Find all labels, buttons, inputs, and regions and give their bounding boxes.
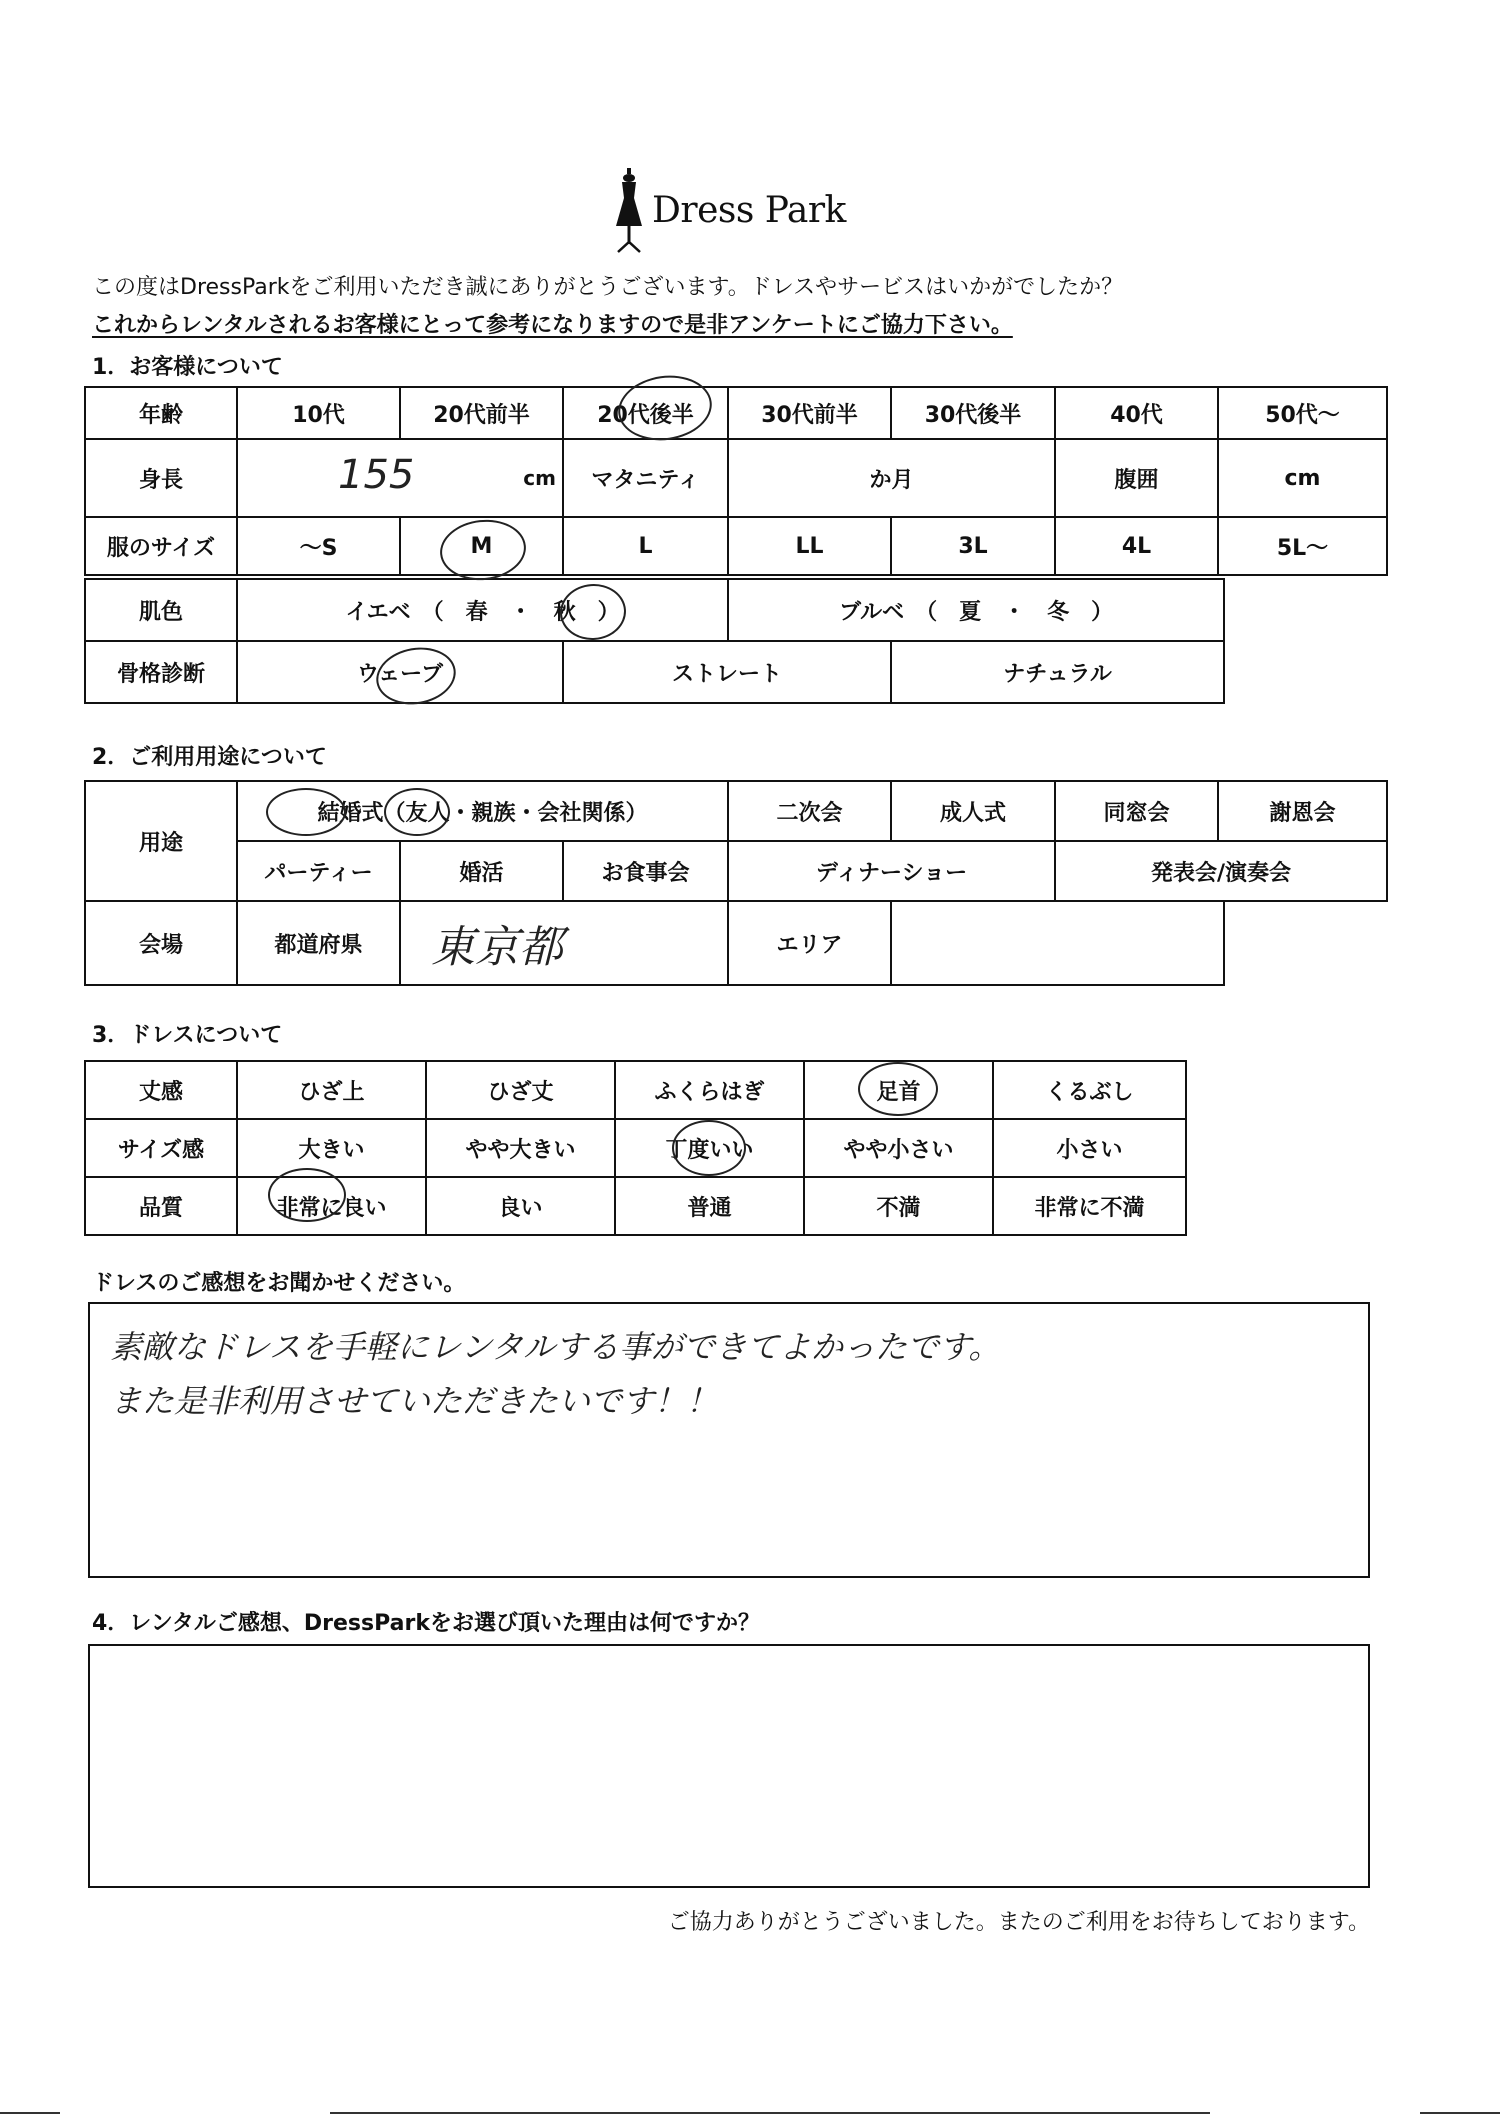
intro-line-1: この度はDressParkをご利用いただき誠にありがとうございます。ドレスやサービスはいかがでしたか？ xyxy=(92,275,1124,300)
fit-label: サイズ感 xyxy=(85,1119,237,1177)
fit-option-slightly-small[interactable]: やや小さい xyxy=(804,1119,993,1177)
section3-title: 3．ドレスについて xyxy=(92,1023,283,1048)
purpose-reunion[interactable]: 同窓会 xyxy=(1055,781,1218,841)
prefecture-label: 都道府県 xyxy=(237,901,400,985)
scan-line-center xyxy=(330,2112,1210,2114)
logo xyxy=(612,168,852,253)
reason-box[interactable] xyxy=(88,1644,1370,1888)
waist-field[interactable] xyxy=(1218,439,1387,517)
waist-unit: cm xyxy=(1284,465,1321,491)
size-option-m[interactable]: M xyxy=(400,517,563,575)
purpose-konkatsu[interactable]: 婚活 xyxy=(400,841,563,901)
comment-line-2: また是非利用させていただきたいです！！ xyxy=(110,1382,719,1420)
customer-table xyxy=(84,386,1388,576)
dress-mannequin-icon xyxy=(612,168,646,253)
quality-option-normal[interactable]: 普通 xyxy=(615,1177,804,1235)
skin-frame-table xyxy=(84,578,1225,704)
skin-option-blue[interactable]: ブルベ （ 夏 ・ 冬 ） xyxy=(728,579,1224,641)
purpose-label: 用途 xyxy=(85,781,237,901)
comment-line-1: 素敵なドレスを手軽にレンタルする事ができてよかったです。 xyxy=(110,1328,1001,1366)
scan-line-right xyxy=(1420,2112,1500,2114)
logo-text: Dress Park xyxy=(652,190,846,231)
fit-option-large[interactable]: 大きい xyxy=(237,1119,426,1177)
frame-option-natural[interactable]: ナチュラル xyxy=(891,641,1224,703)
length-option-ankle[interactable]: 足首 xyxy=(804,1061,993,1119)
section2-title: 2．ご利用用途について xyxy=(92,745,327,770)
size-label: 服のサイズ xyxy=(85,517,237,575)
comment-prompt: ドレスのご感想をお聞かせください。 xyxy=(92,1271,466,1296)
area-label: エリア xyxy=(728,901,891,985)
length-label: 丈感 xyxy=(85,1061,237,1119)
length-option-calf[interactable]: ふくらはぎ xyxy=(615,1061,804,1119)
months-unit: か月 xyxy=(869,467,914,493)
section4-title: 4．レンタルご感想、DressParkをお選び頂いた理由は何ですか？ xyxy=(92,1611,760,1636)
height-label: 身長 xyxy=(85,439,237,517)
size-option-l[interactable]: L xyxy=(563,517,728,575)
venue-table xyxy=(84,900,1225,986)
length-option-above-knee[interactable]: ひざ上 xyxy=(237,1061,426,1119)
height-field[interactable] xyxy=(237,439,563,517)
purpose-party[interactable]: パーティー xyxy=(237,841,400,901)
frame-option-wave[interactable]: ウェーブ xyxy=(237,641,563,703)
section1-title: 1．お客様について xyxy=(92,355,283,380)
maternity-label: マタニティ xyxy=(563,439,728,517)
purpose-dinner-show[interactable]: ディナーショー xyxy=(728,841,1055,901)
age-option-late-30s[interactable]: 30代後半 xyxy=(891,387,1055,439)
size-option-4l[interactable]: 4L xyxy=(1055,517,1218,575)
purpose-thanks-party[interactable]: 謝恩会 xyxy=(1218,781,1387,841)
quality-label: 品質 xyxy=(85,1177,237,1235)
intro-line-2: これからレンタルされるお客様にとって参考になりますので是非アンケートにご協力下さい。 xyxy=(92,313,1013,338)
quality-option-good[interactable]: 良い xyxy=(426,1177,615,1235)
fit-option-just-right[interactable]: 丁度いい xyxy=(615,1119,804,1177)
purpose-dinner[interactable]: お食事会 xyxy=(563,841,728,901)
size-option-3l[interactable]: 3L xyxy=(891,517,1055,575)
area-field[interactable] xyxy=(891,901,1224,985)
height-unit: cm xyxy=(523,466,556,490)
fit-option-slightly-large[interactable]: やや大きい xyxy=(426,1119,615,1177)
frame-option-straight[interactable]: ストレート xyxy=(563,641,891,703)
maternity-months-field[interactable] xyxy=(728,439,1055,517)
age-option-early-20s[interactable]: 20代前半 xyxy=(400,387,563,439)
height-value: 155 xyxy=(338,452,415,498)
prefecture-value: 東京都 xyxy=(431,922,563,973)
skin-option-yellow[interactable]: イエベ （ 春 ・ 秋 ） xyxy=(237,579,728,641)
quality-option-very-good[interactable]: 非常に良い xyxy=(237,1177,426,1235)
comment-box[interactable] xyxy=(88,1302,1370,1578)
length-option-knee[interactable]: ひざ丈 xyxy=(426,1061,615,1119)
closing-message: ご協力ありがとうございました。またのご利用をお待ちしております。 xyxy=(667,1910,1370,1935)
age-option-50s-plus[interactable]: 50代～ xyxy=(1218,387,1387,439)
fit-option-small[interactable]: 小さい xyxy=(993,1119,1186,1177)
purpose-coming-of-age[interactable]: 成人式 xyxy=(891,781,1055,841)
age-label: 年齢 xyxy=(85,387,237,439)
age-option-10s[interactable]: 10代 xyxy=(237,387,400,439)
scan-line-left xyxy=(0,2112,60,2114)
purpose-recital[interactable]: 発表会/演奏会 xyxy=(1055,841,1387,901)
purpose-wedding[interactable]: 結婚式（友人・親族・会社関係） xyxy=(237,781,728,841)
age-option-40s[interactable]: 40代 xyxy=(1055,387,1218,439)
skin-label: 肌色 xyxy=(85,579,237,641)
frame-label: 骨格診断 xyxy=(85,641,237,703)
age-option-early-30s[interactable]: 30代前半 xyxy=(728,387,891,439)
length-option-anklebone[interactable]: くるぶし xyxy=(993,1061,1186,1119)
size-option-s[interactable]: ～S xyxy=(237,517,400,575)
size-option-ll[interactable]: LL xyxy=(728,517,891,575)
age-option-late-20s[interactable]: 20代後半 xyxy=(563,387,728,439)
size-option-5l[interactable]: 5L～ xyxy=(1218,517,1387,575)
quality-option-very-dissatisfied[interactable]: 非常に不満 xyxy=(993,1177,1186,1235)
venue-label: 会場 xyxy=(85,901,237,985)
purpose-afterparty[interactable]: 二次会 xyxy=(728,781,891,841)
quality-option-dissatisfied[interactable]: 不満 xyxy=(804,1177,993,1235)
purpose-table xyxy=(84,780,1388,902)
waist-label: 腹囲 xyxy=(1055,439,1218,517)
dress-table xyxy=(84,1060,1187,1236)
prefecture-field[interactable] xyxy=(400,901,728,985)
